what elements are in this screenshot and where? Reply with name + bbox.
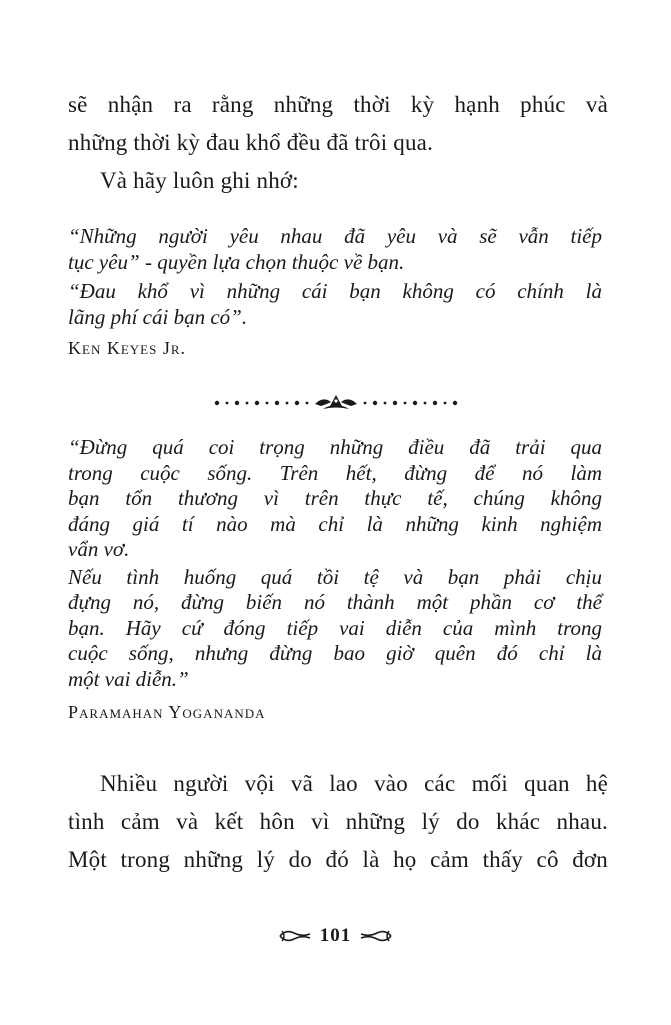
quote-block-1 bbox=[68, 224, 602, 360]
closing-line: tình cảm và kết hôn vì những lý do khác nhau. bbox=[68, 809, 608, 834]
page-footer bbox=[0, 925, 671, 953]
page-number: 101 bbox=[319, 925, 352, 946]
quote-line: vẩn vơ. bbox=[68, 537, 130, 561]
quote-block-2 bbox=[68, 435, 602, 724]
left-flourish-icon bbox=[278, 927, 312, 945]
closing-line: Một trong những lý do đó là họ cảm thấy cô đơn bbox=[68, 847, 608, 872]
quote-line: lãng phí cái bạn có”. bbox=[68, 304, 248, 329]
quote-line: Nếu tình huống quá tồi tệ và bạn phải chịu bbox=[68, 564, 602, 589]
quote-line: một vai diễn.” bbox=[68, 666, 189, 691]
floral-divider-icon bbox=[0, 392, 671, 416]
remember-line: Và hãy luôn ghi nhớ: bbox=[100, 168, 299, 193]
quote-line: “Đừng quá coi trọng những điều đã trải qua bbox=[68, 435, 602, 459]
closing-line: Nhiều người vội vã lao vào các mối quan hệ bbox=[100, 771, 608, 796]
quote-author: Ken Keyes Jr. bbox=[68, 338, 187, 358]
quote-line: trong cuộc sống. Trên hết, đừng để nó làm bbox=[68, 460, 602, 485]
quote-author: Paramahan Yogananda bbox=[68, 702, 266, 722]
closing-paragraph bbox=[68, 765, 608, 879]
quote-line: cuộc sống, nhưng đừng bao giờ quên đó chỉ là bbox=[68, 641, 602, 665]
intro-line: sẽ nhận ra rằng những thời kỳ hạnh phúc và bbox=[68, 92, 608, 117]
quote-line: đựng nó, đừng biến nó thành một phần cơ thể bbox=[68, 590, 602, 614]
quote-line: “Đau khổ vì những cái bạn không có chính là bbox=[68, 279, 602, 303]
intro-paragraph bbox=[68, 86, 608, 200]
floral-divider-svg bbox=[211, 392, 461, 414]
quote-line: đáng giá tí nào mà chỉ là những kinh nghiệm bbox=[68, 511, 602, 536]
quote-line: “Những người yêu nhau đã yêu và sẽ vẫn tiếp bbox=[68, 224, 602, 248]
right-flourish-icon bbox=[359, 927, 393, 945]
quote-line: bạn tổn thương vì trên thực tế, chúng không bbox=[68, 486, 602, 510]
quote-line: bạn. Hãy cứ đóng tiếp vai diễn của mình trong bbox=[68, 615, 602, 640]
intro-line: những thời kỳ đau khổ đều đã trôi qua. bbox=[68, 130, 434, 155]
quote-line: tục yêu” - quyền lựa chọn thuộc về bạn. bbox=[68, 249, 405, 274]
